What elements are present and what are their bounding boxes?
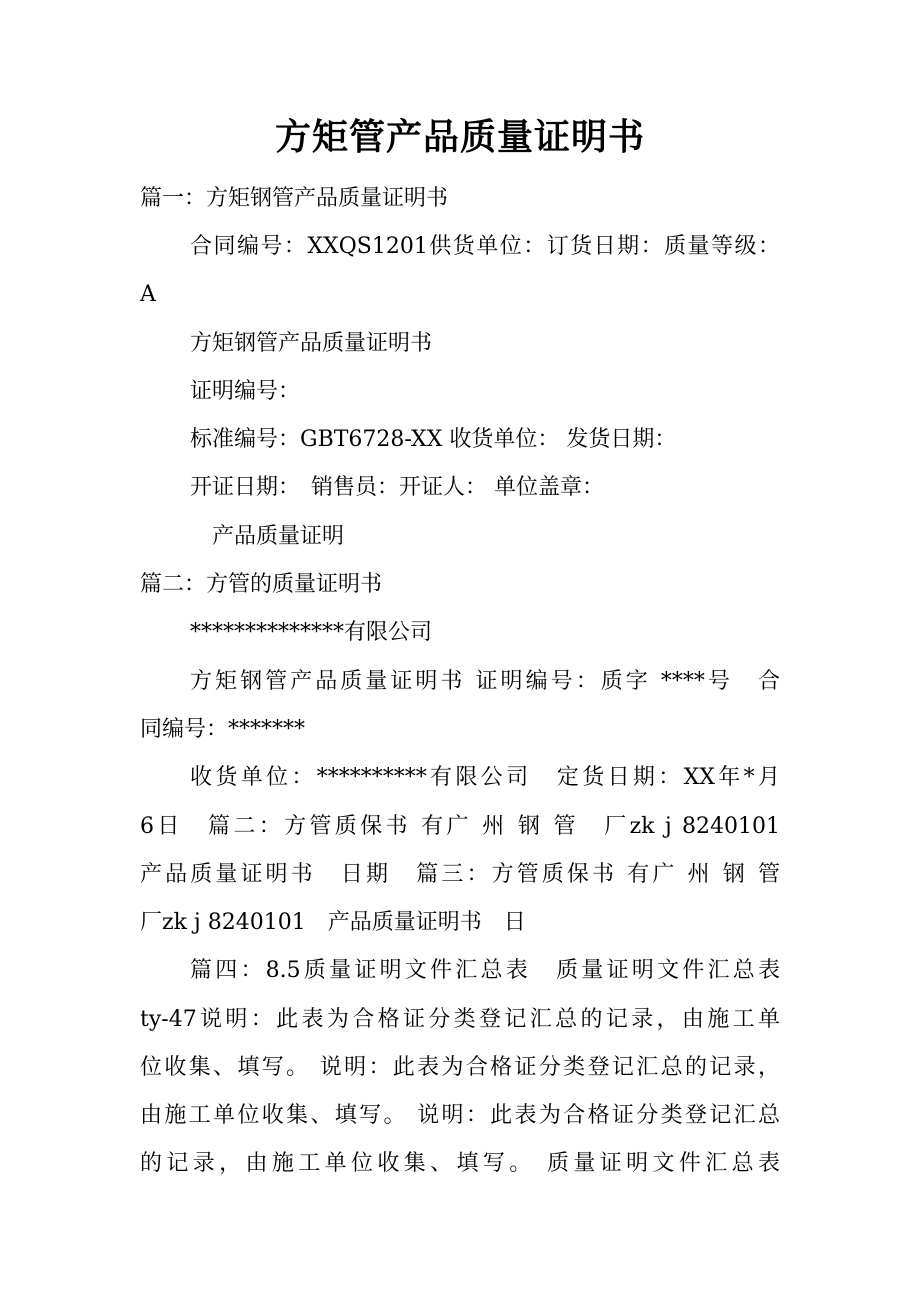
paragraph-line: 产品质量证明书 日期 篇三：方管质保书 有广 州 钢 管: [140, 862, 780, 887]
paragraph-line: 收货单位：**********有限公司 定货日期：XX年*月: [190, 765, 780, 790]
paragraph-line: 的记录，由施工单位收集、填写。 质量证明文件汇总表: [140, 1151, 780, 1176]
paragraph-line: 标准编号：GBT6728-XX 收货单位： 发货日期：: [190, 427, 677, 452]
paragraph-line: 合同编号：XXQS1201供货单位：订货日期：质量等级：: [190, 234, 780, 259]
paragraph-line: 证明编号：: [190, 379, 301, 404]
section-heading-1: 篇一：方矩钢管产品质量证明书: [140, 186, 449, 211]
document-title: 方矩管产品质量证明书: [274, 116, 645, 158]
paragraph-line: 厂zk j 8240101 产品质量证明书 日: [140, 910, 526, 935]
paragraph-line: 开证日期： 销售员：开证人： 单位盖章：: [190, 475, 604, 500]
paragraph-line: 位收集、填写。 说明：此表为合格证分类登记汇总的记录，: [140, 1055, 780, 1080]
paragraph-line: 篇四：8.5质量证明文件汇总表 质量证明文件汇总表: [190, 958, 780, 983]
paragraph-line: 产品质量证明: [212, 524, 345, 549]
paragraph-line: ty-47说明：此表为合格证分类登记汇总的记录，由施工单: [140, 1007, 780, 1032]
paragraph-line: 同编号：*******: [140, 717, 306, 742]
paragraph-line: 方矩钢管产品质量证明书 证明编号：质字 ****号 合: [190, 669, 780, 694]
paragraph-line: **************有限公司: [190, 620, 433, 645]
paragraph-line: 方矩钢管产品质量证明书: [190, 331, 433, 356]
section-heading-2: 篇二：方管的质量证明书: [140, 572, 383, 597]
paragraph-line: 由施工单位收集、填写。 说明：此表为合格证分类登记汇总: [140, 1103, 780, 1128]
paragraph-line: A: [140, 282, 156, 307]
paragraph-line: 6日 篇二：方管质保书 有广 州 钢 管 厂zk j 8240101: [140, 814, 780, 839]
